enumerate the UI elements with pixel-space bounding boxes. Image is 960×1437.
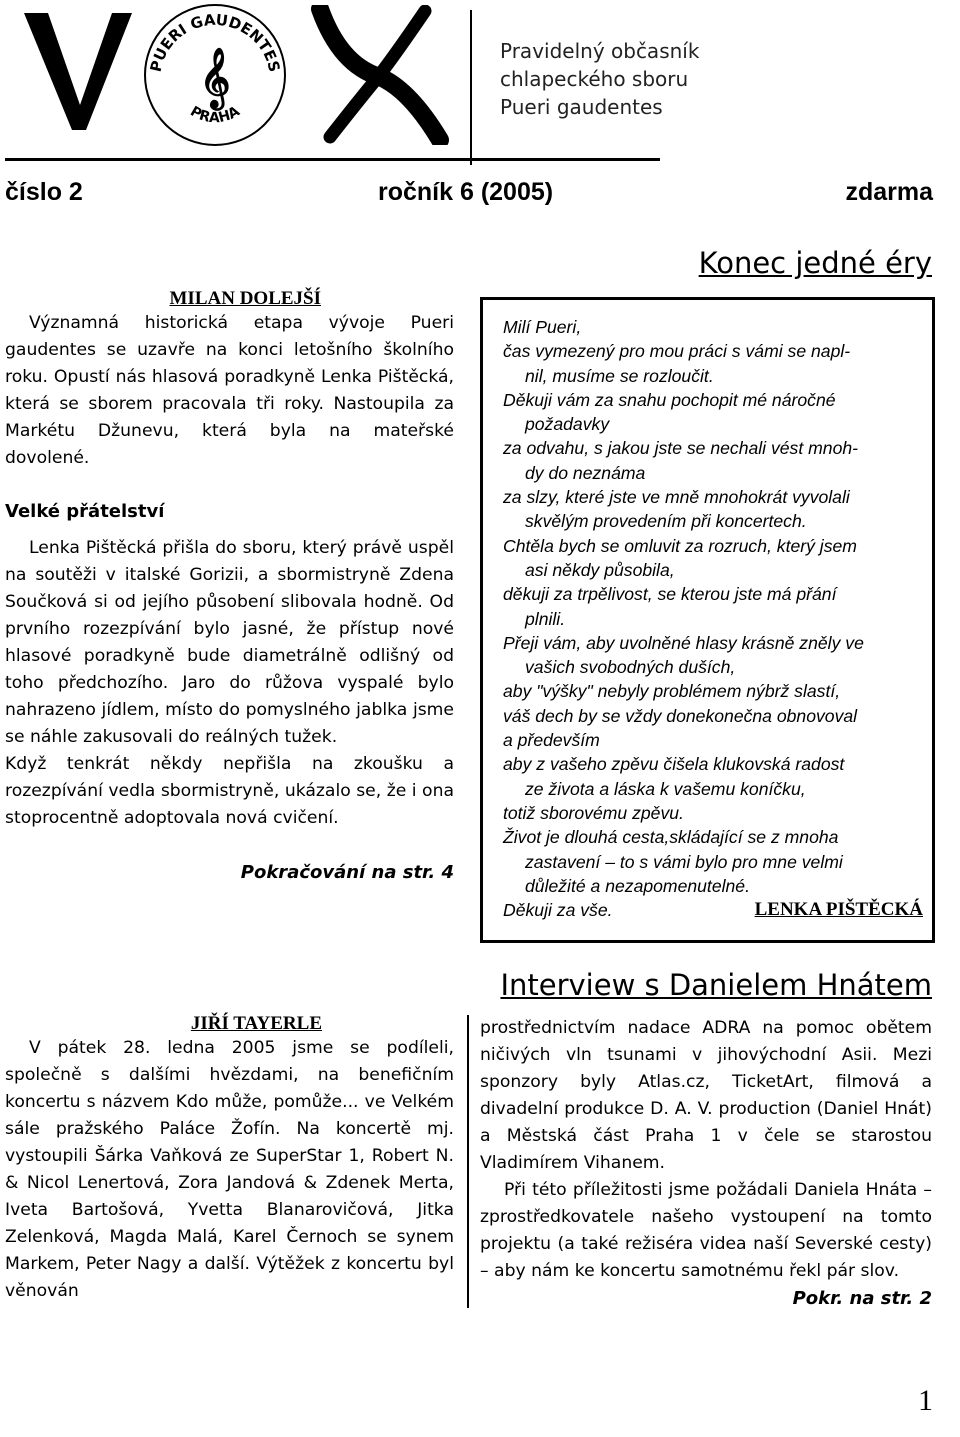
letter-line: skvělým provedením při koncertech. xyxy=(525,511,807,532)
article-intro: Významná historická etapa vývoje Pueri gaudentes se uzavře na konci letošního školního roku. Opustí nás hlasová poradkyně Lenka Pištěcká, která se sborem pracovala tři roky. Nastoupila za Markétu Džunevu, která byla na mateřské dovolené. xyxy=(5,313,454,468)
letter-closing-row xyxy=(503,898,923,922)
letter-line: Milí Pueri, xyxy=(503,317,582,337)
letter-line: čas vymezený pro mou práci s vámi se napl- xyxy=(503,341,851,362)
masthead-horizontal-rule xyxy=(5,158,660,161)
column-divider xyxy=(467,1015,469,1308)
masthead-vertical-rule xyxy=(470,10,472,165)
letter-line: vašich svobodných duších, xyxy=(525,657,736,678)
subhead: Velké přátelství xyxy=(5,501,165,522)
letter-line: aby "výšky" nebyly problémem nýbrž slastí, xyxy=(503,681,841,702)
letter-line: požadavky xyxy=(525,414,610,435)
article-paragraph: Když tenkrát někdy nepřišla na zkoušku a rozezpívání vedla sbormistryně, ukázalo se, že i ona stoprocentně adoptovala nová cvičení. xyxy=(5,754,454,828)
letter-line: zastavení – to s vámi bylo pro mne velmi xyxy=(525,851,843,872)
tagline xyxy=(500,37,699,121)
logo-v xyxy=(20,5,140,135)
letter-line: Chtěla bych se omluvit za rozruch, který jsem xyxy=(503,535,857,556)
tagline-line: Pravidelný občasník xyxy=(500,39,700,63)
letter-line: a především xyxy=(503,730,600,751)
interview-body xyxy=(480,1015,932,1312)
letter-line: za slzy, které jste ve mně mnohokrát vyvolali xyxy=(503,487,850,508)
tagline-line: chlapeckého sboru xyxy=(500,67,689,91)
letter-line: důležité a nezapomenutelné. xyxy=(525,875,750,896)
issue-row xyxy=(5,178,933,212)
choir-seal xyxy=(140,0,290,150)
letter-signature: LENKA PIŠTĚCKÁ xyxy=(754,899,923,921)
issue-price: zdarma xyxy=(845,178,933,206)
page-number: 1 xyxy=(918,1384,933,1417)
tagline-line: Pueri gaudentes xyxy=(500,95,663,119)
letter-line: Přeji vám, aby uvolněné hlasy krásně zněly ve xyxy=(503,632,864,653)
letter-line: plnili. xyxy=(525,608,566,629)
interview-heading: Interview s Danielem Hnátem xyxy=(500,968,932,1002)
letter-line: aby z vašeho zpěvu čišela klukovská radost xyxy=(503,754,845,775)
svg-text:PRAHA: PRAHA xyxy=(187,103,243,127)
letter-line: váš dech by se vždy donekonečna obnovoval xyxy=(503,705,858,726)
svg-text:𝄞: 𝄞 xyxy=(199,47,231,108)
letter-line: totiž sborovému zpěvu. xyxy=(503,802,684,823)
letter-line: asi někdy působila, xyxy=(525,559,675,580)
article-paragraph: V pátek 28. ledna 2005 jsme se podíleli, společně s dalšími hvězdami, na benefičním koncertu s názvem Kdo může, pomůže... ve Velkém sále pražského Paláce Žofín. Na koncertě mj. vystoupili Šárka Vaňková ze SuperStar 1, Robert N. & Nicol Lenertová, Zora Jandová & Zdenek Merta, Iveta Bartošová, Yvetta Blanarovičová, Jitka Zelenková, Magda Malá, Karel Černoch se synem Markem, Peter Nagy a další. Výtěžek z koncertu byl věnován xyxy=(5,1038,454,1301)
masthead xyxy=(0,0,960,170)
byline: JIŘÍ TAYERLE xyxy=(190,1013,322,1034)
article-paragraph: prostřednictvím nadace ADRA na pomoc obětem ničivých vln tsunami v jihovýchodní Asii. Mezi sponzory byly Atlas.cz, TicketArt, filmová a divadelní produkce D. A. V. production (Daniel Hnát) a Městská část Praha 1 v čele se starostou Vladimírem Vihanem. xyxy=(480,1018,932,1173)
issue-volume: ročník 6 (2005) xyxy=(378,178,554,206)
continued-link[interactable]: Pokr. na str. 2 xyxy=(792,1288,932,1309)
letter-heading: Konec jedné éry xyxy=(698,246,932,280)
letter-box xyxy=(480,297,935,943)
letter-line: dy do neznáma xyxy=(525,462,646,483)
letter-line: děkuji za trpělivost, se kterou jste má přání xyxy=(503,584,837,605)
svg-text:PUERI GAUDENTES: PUERI GAUDENTES xyxy=(146,10,284,74)
letter-line: nil, musíme se rozloučit. xyxy=(525,365,714,386)
issue-number: číslo 2 xyxy=(5,178,83,206)
letter-closing: Děkuji za vše. xyxy=(503,900,613,921)
byline: MILAN DOLEJŠÍ xyxy=(169,288,321,309)
letter-line: za odvahu, s jakou jste se nechali vést mnoh- xyxy=(503,438,859,459)
article-paragraph xyxy=(480,1177,932,1309)
continued-link[interactable]: Pokračování na str. 4 xyxy=(240,862,454,883)
logo-x xyxy=(300,5,450,145)
letter-line: ze života a láska k vašemu koníčku, xyxy=(525,778,806,799)
article-jiri xyxy=(5,1013,454,1305)
letter-text xyxy=(503,315,923,922)
letter-line: Život je dlouhá cesta,skládající se z mnoha xyxy=(503,827,839,848)
article-paragraph-text: Při této příležitosti jsme požádali Daniela Hnáta – zprostředkovatele našeho vystoupení na tomto projektu (a také režiséra videa naší Severské cesty) – aby nám ke koncertu samotnému řekl pár slov. xyxy=(480,1180,932,1281)
letter-line: Děkuji vám za snahu pochopit mé náročné xyxy=(503,389,836,410)
article-paragraph: Lenka Pištěcká přišla do sboru, který právě uspěl na soutěži v italské Gorizii, a sbormistryně Zdena Součková si od jejího působení slibovala hodně. Od prvního rozezpívání bylo jasné, že přístup nové hlasové poradkyně bude diametrálně odlišný od toho předchozího. Jaro do růžova vyspalé bylo nahrazeno jídlem, místo do pomyslného jablka jsme se náhle zakusovali do reálných tužek. xyxy=(5,538,454,747)
article-milan xyxy=(5,288,454,883)
